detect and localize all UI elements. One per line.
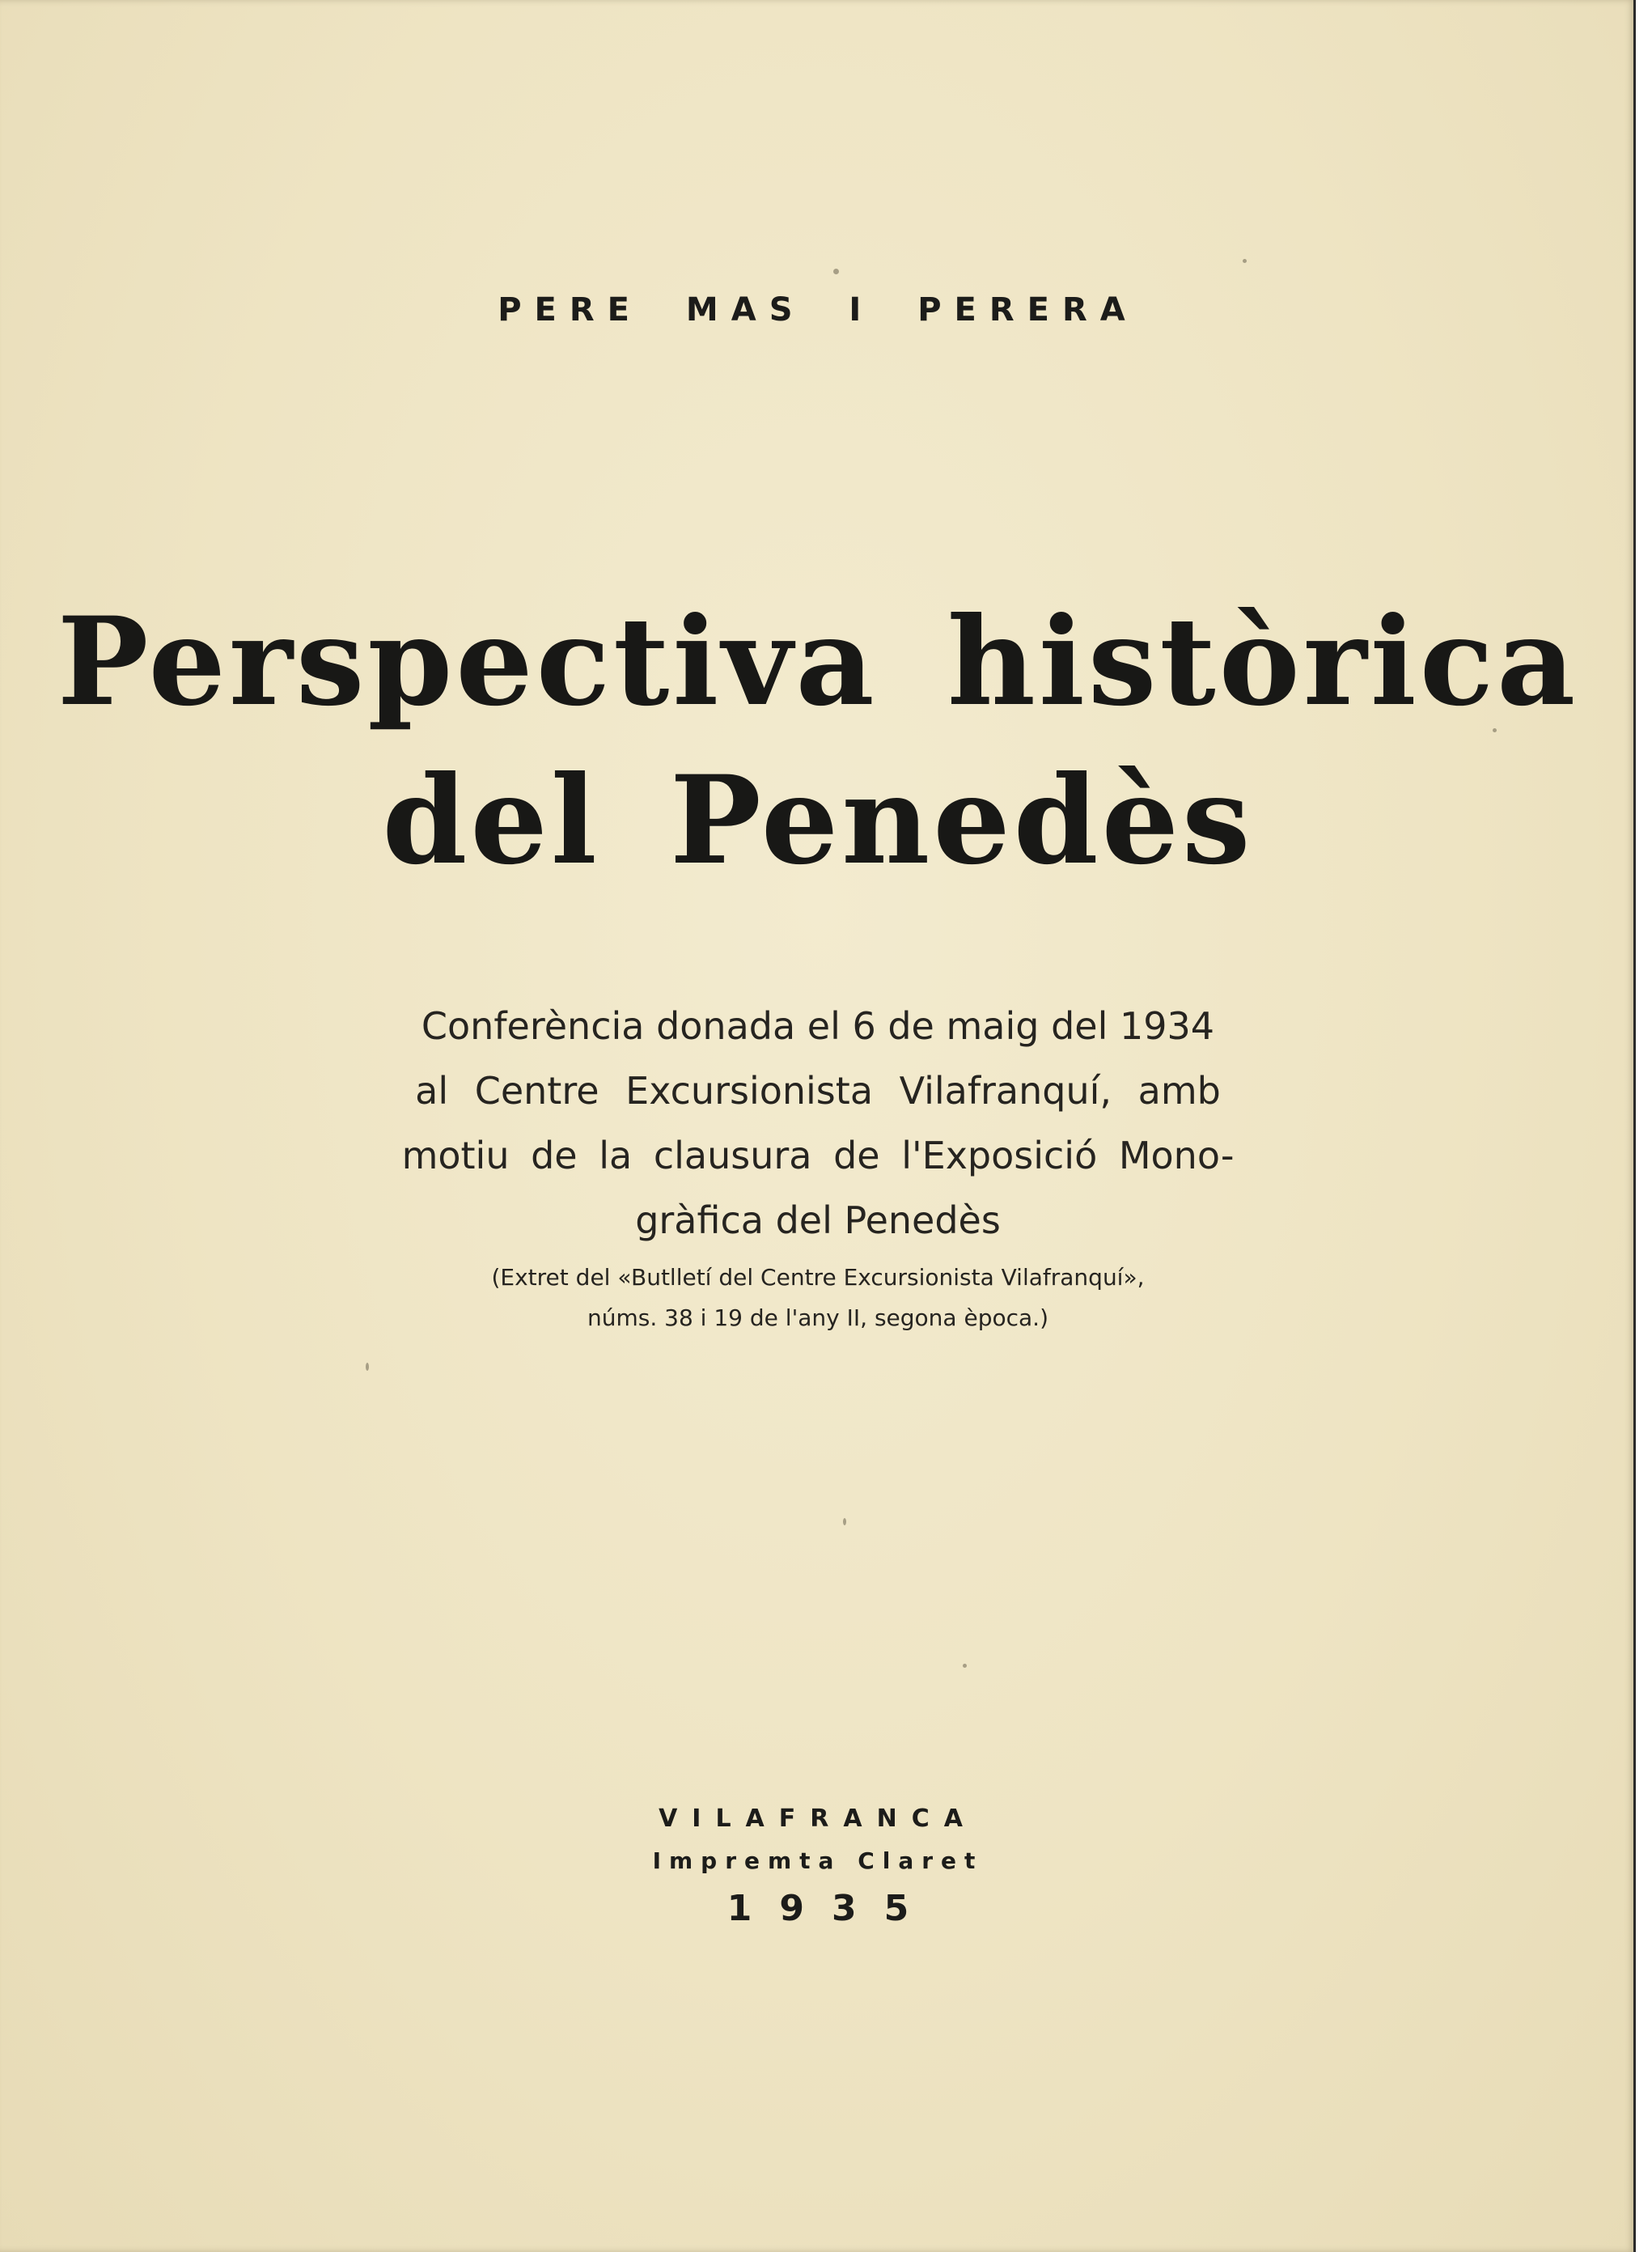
document-title [0, 583, 1636, 900]
paper-speck [366, 1363, 369, 1371]
imprint-city: VILAFRANCA [659, 1805, 977, 1833]
paper-speck [843, 1518, 846, 1525]
source-note [0, 1257, 1636, 1338]
title-line-2: del Penedès [382, 749, 1254, 892]
subtitle-line-3: motiu de la clausura de l'Exposició Mono- [401, 1134, 1235, 1177]
paper-speck [1243, 259, 1247, 263]
paper-speck [833, 269, 839, 274]
imprint-block [0, 1798, 1636, 1936]
imprint-press: Impremta Claret [652, 1847, 984, 1874]
author-name: PERE MAS I PERERA [498, 291, 1138, 329]
paper-speck [963, 1664, 967, 1668]
source-note-line-2: núms. 38 i 19 de l'any II, segona època.) [587, 1304, 1048, 1331]
source-note-line-1: (Extret del «Butlletí del Centre Excursionista Vilafranquí», [491, 1264, 1145, 1291]
subtitle-line-1: Conferència donada el 6 de maig del 1934 [421, 1004, 1215, 1048]
page-edge [1633, 0, 1636, 2252]
subtitle-block [0, 994, 1636, 1253]
subtitle-line-2: al Centre Excursionista Vilafranquí, amb [415, 1069, 1221, 1113]
imprint-year: 1935 [726, 1888, 937, 1929]
title-line-1: Perspectiva històrica [57, 591, 1579, 733]
subtitle-line-4: gràfica del Penedès [635, 1198, 1001, 1242]
